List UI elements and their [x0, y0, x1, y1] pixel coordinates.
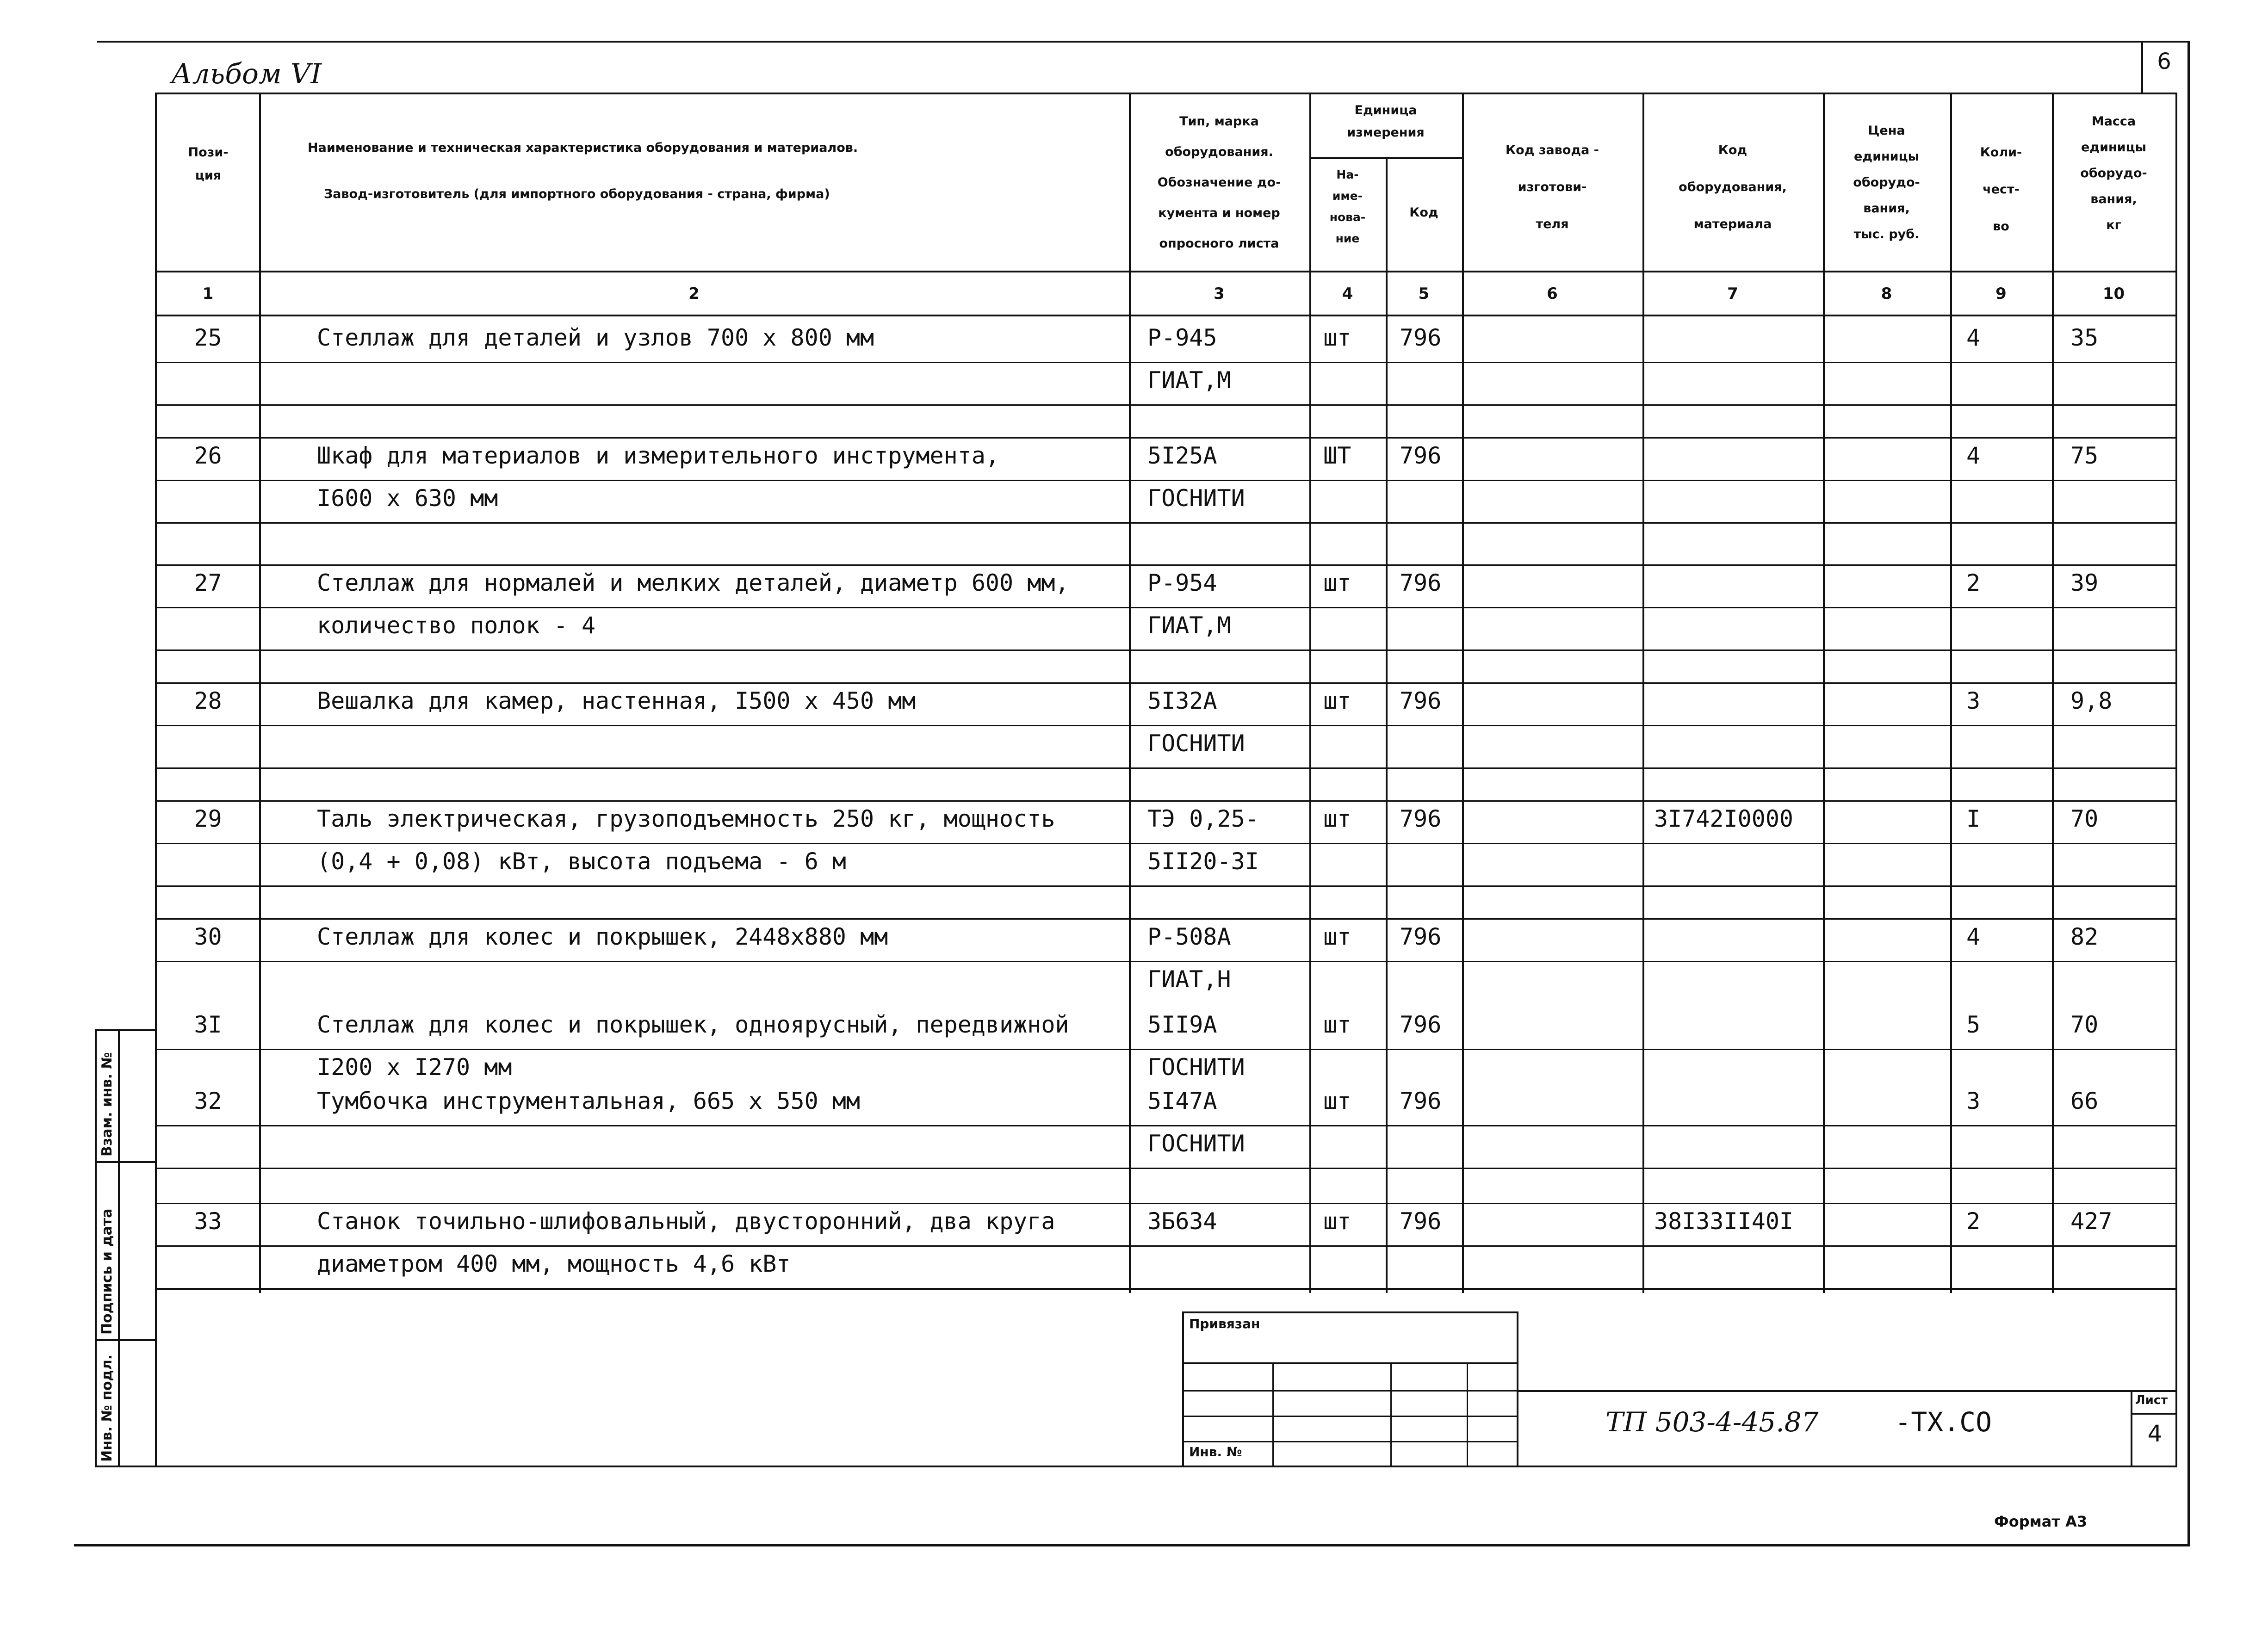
column-number-bottom-line: [155, 315, 2177, 316]
doc-code-suffix: -ТХ.СО: [1895, 1406, 1992, 1438]
row-line: [157, 480, 2175, 481]
row-line: [157, 800, 2175, 802]
row-position: 29: [194, 805, 222, 832]
column-divider: [1950, 93, 1952, 1293]
row-unit: шт: [1323, 324, 1351, 351]
row-qty: 4: [1966, 923, 1981, 950]
row-line: [157, 362, 2175, 363]
row-unit-code: 796: [1400, 1011, 1442, 1038]
row-name-line1: Стеллаж для нормалей и мелких деталей, диаметр 600 мм,: [317, 569, 1069, 596]
row-type-line2: ГИАТ,М: [1147, 612, 1231, 639]
row-unit-code: 796: [1400, 324, 1442, 351]
doc-code-hand: ТП 503-4-45.87: [1605, 1406, 1819, 1438]
row-name-line1: Стеллаж для колес и покрышек, одноярусный, передвижной: [317, 1011, 1069, 1038]
row-type-line1: 5I25А: [1147, 442, 1217, 469]
column-divider: [259, 93, 261, 1293]
row-unit-code: 796: [1400, 805, 1442, 832]
row-name-line1: Таль электрическая, грузоподъемность 250 кг, мощность: [317, 805, 1055, 832]
row-type-line2: ГИАТ,Н: [1147, 966, 1231, 993]
header-qty: Коли- чест- во: [1980, 145, 2022, 234]
stamp-ordered-label: Привязан: [1189, 1316, 1260, 1331]
bottom-border: [74, 1544, 2190, 1546]
side-label-podpis: Подпись и дата: [99, 1208, 115, 1335]
column-number: 9: [1995, 285, 2007, 303]
row-mass: 427: [2070, 1208, 2113, 1235]
row-position: 30: [194, 923, 222, 950]
column-number: 6: [1547, 285, 1558, 303]
row-name-line1: Станок точильно-шлифовальный, двусторонний, два круга: [317, 1208, 1055, 1235]
side-strip-left: [95, 1029, 97, 1466]
stamp-sheet-number: 4: [2147, 1420, 2163, 1447]
row-line: [157, 961, 2175, 962]
row-type-line1: 5I32А: [1147, 687, 1217, 714]
header-name-line2: Завод-изготовитель (для импортного оборудования - страна, фирма): [324, 187, 830, 201]
header-price: Цена единицы оборудо- вания, тыс. руб.: [1853, 124, 1920, 241]
row-line: [157, 918, 2175, 920]
row-mass: 75: [2070, 442, 2099, 469]
row-unit-code: 796: [1400, 923, 1442, 950]
row-unit: шт: [1323, 1208, 1351, 1235]
side-strip-sep2: [95, 1339, 156, 1341]
header-unit-code: Код: [1409, 205, 1438, 220]
column-divider: [1129, 93, 1131, 1293]
row-line: [157, 1203, 2175, 1204]
row-unit-code: 796: [1400, 569, 1442, 596]
row-name-line1: Стеллаж для колес и покрышек, 2448х880 мм: [317, 923, 888, 950]
top-border: [97, 41, 2188, 43]
row-position: 25: [194, 324, 222, 351]
row-qty: 2: [1966, 1208, 1981, 1235]
row-line: [157, 607, 2175, 608]
row-type-line1: Р-954: [1147, 569, 1217, 596]
row-line: [157, 885, 2175, 887]
album-label: Альбом VI: [171, 58, 322, 90]
row-position: 33: [194, 1208, 222, 1235]
stamp-inv-label: Инв. №: [1189, 1444, 1242, 1460]
row-line: [157, 437, 2175, 439]
side-strip-bottom: [95, 1466, 156, 1467]
side-label-vzam: Взам. инв. №: [99, 1052, 115, 1157]
header-position: Пози- ция: [188, 145, 229, 183]
row-line: [157, 404, 2175, 406]
row-name-line2: I600 х 630 мм: [317, 485, 498, 512]
table-right-border: [2175, 93, 2177, 1466]
row-position: 32: [194, 1088, 222, 1114]
column-divider: [1642, 93, 1644, 1293]
header-unit-group: Единица измерения: [1347, 103, 1425, 140]
row-unit-code: 796: [1400, 1208, 1442, 1235]
row-name-line1: Вешалка для камер, настенная, I500 х 450 мм: [317, 687, 916, 714]
row-line: [157, 522, 2175, 524]
row-line: [157, 682, 2175, 684]
row-line: [157, 1049, 2175, 1050]
row-position: 3I: [194, 1011, 222, 1038]
row-equip-code: 3I742I0000: [1654, 805, 1794, 832]
row-unit-code: 796: [1400, 442, 1442, 469]
column-number: 8: [1881, 285, 1892, 303]
row-mass: 9,8: [2070, 687, 2113, 714]
row-unit: шт: [1323, 569, 1351, 596]
row-type-line1: 5II9А: [1147, 1011, 1217, 1038]
row-type-line1: Р-508А: [1147, 923, 1231, 950]
row-qty: 4: [1966, 324, 1981, 351]
row-mass: 70: [2070, 1011, 2099, 1038]
row-position: 27: [194, 569, 222, 596]
column-number: 4: [1342, 285, 1353, 303]
unit-group-line: [1309, 157, 1462, 159]
stamp-doc-code: [1605, 1406, 1992, 1438]
row-unit: шт: [1323, 923, 1351, 950]
row-type-line1: ТЭ 0,25-: [1147, 805, 1259, 832]
row-qty: I: [1966, 805, 1981, 832]
row-unit: шт: [1323, 687, 1351, 714]
page-corner-number: 6: [2157, 49, 2171, 74]
row-line: [157, 725, 2175, 726]
row-name-line2: количество полок - 4: [317, 612, 596, 639]
row-mass: 39: [2070, 569, 2099, 596]
row-unit: шт: [1323, 1011, 1351, 1038]
column-divider: [1309, 93, 1311, 1293]
side-strip-sep1: [95, 1161, 156, 1163]
row-type-line2: ГИАТ,М: [1147, 367, 1231, 394]
row-qty: 2: [1966, 569, 1981, 596]
row-equip-code: 38I33II40I: [1654, 1208, 1794, 1235]
row-line: [157, 1288, 2175, 1290]
row-name-line2: (0,4 + 0,08) кВт, высота подъема - 6 м: [317, 848, 846, 875]
row-qty: 3: [1966, 687, 1981, 714]
table-bottom-border: [155, 1466, 2177, 1467]
row-mass: 66: [2070, 1088, 2099, 1114]
row-name-line1: Шкаф для материалов и измерительного инструмента,: [317, 442, 1000, 469]
row-name-line2: диаметром 400 мм, мощность 4,6 кВт: [317, 1250, 791, 1277]
header-equip-code: Код оборудования, материала: [1679, 143, 1787, 231]
header-name-line1: Наименование и техническая характеристика оборудования и материалов.: [308, 141, 858, 155]
row-line: [157, 1245, 2175, 1247]
column-number: 3: [1214, 285, 1225, 303]
column-number: 5: [1418, 285, 1430, 303]
side-label-inv-podl: Инв. № подл.: [99, 1354, 115, 1462]
column-divider: [2052, 93, 2054, 1293]
row-unit: ШТ: [1323, 442, 1351, 469]
row-type-line2: ГОСНИТИ: [1147, 485, 1245, 512]
row-type-line2: ГОСНИТИ: [1147, 1130, 1245, 1157]
column-number: 2: [688, 285, 700, 303]
right-border: [2187, 41, 2190, 1545]
row-type-line1: Р-945: [1147, 324, 1217, 351]
row-line: [157, 1168, 2175, 1169]
row-position: 28: [194, 687, 222, 714]
row-line: [157, 767, 2175, 769]
row-line: [157, 1125, 2175, 1126]
row-line: [157, 564, 2175, 566]
row-position: 26: [194, 442, 222, 469]
table-top-border: [155, 93, 2177, 94]
header-unit-name: На- име- нова- ние: [1329, 168, 1366, 245]
row-name-line1: Тумбочка инструментальная, 665 х 550 мм: [317, 1088, 860, 1114]
row-name-line2: I200 х I270 мм: [317, 1054, 512, 1081]
row-type-line1: 5I47А: [1147, 1088, 1217, 1114]
row-type-line2: 5II20-3I: [1147, 848, 1259, 875]
row-qty: 3: [1966, 1088, 1981, 1114]
row-mass: 82: [2070, 923, 2099, 950]
format-label: Формат А3: [1994, 1513, 2088, 1530]
row-name-line1: Стеллаж для деталей и узлов 700 х 800 мм: [317, 324, 874, 351]
stamp-sheet-label: Лист: [2135, 1393, 2168, 1407]
column-number: 7: [1727, 285, 1738, 303]
header-mass: Масса единицы оборудо- вания, кг: [2080, 114, 2147, 232]
row-qty: 4: [1966, 442, 1981, 469]
row-unit: шт: [1323, 1088, 1351, 1114]
row-line: [157, 649, 2175, 651]
row-line: [157, 843, 2175, 844]
side-strip-top: [95, 1029, 156, 1031]
row-unit: шт: [1323, 805, 1351, 832]
row-unit-code: 796: [1400, 1088, 1442, 1114]
header-type: Тип, марка оборудования. Обозначение до- кумента и номер опросного листа: [1157, 114, 1281, 251]
row-type-line2: ГОСНИТИ: [1147, 730, 1245, 757]
row-unit-code: 796: [1400, 687, 1442, 714]
column-number: 1: [202, 285, 214, 303]
header-mfr-code: Код завода - изготови- теля: [1506, 143, 1599, 231]
row-type-line1: 3Б634: [1147, 1208, 1217, 1235]
row-mass: 35: [2070, 324, 2099, 351]
row-qty: 5: [1966, 1011, 1981, 1038]
column-divider: [1462, 93, 1464, 1293]
side-strip-mid: [118, 1029, 120, 1466]
row-type-line2: ГОСНИТИ: [1147, 1054, 1245, 1081]
column-divider: [1823, 93, 1825, 1293]
row-mass: 70: [2070, 805, 2099, 832]
header-bottom-line: [155, 271, 2177, 272]
column-number: 10: [2102, 285, 2125, 303]
